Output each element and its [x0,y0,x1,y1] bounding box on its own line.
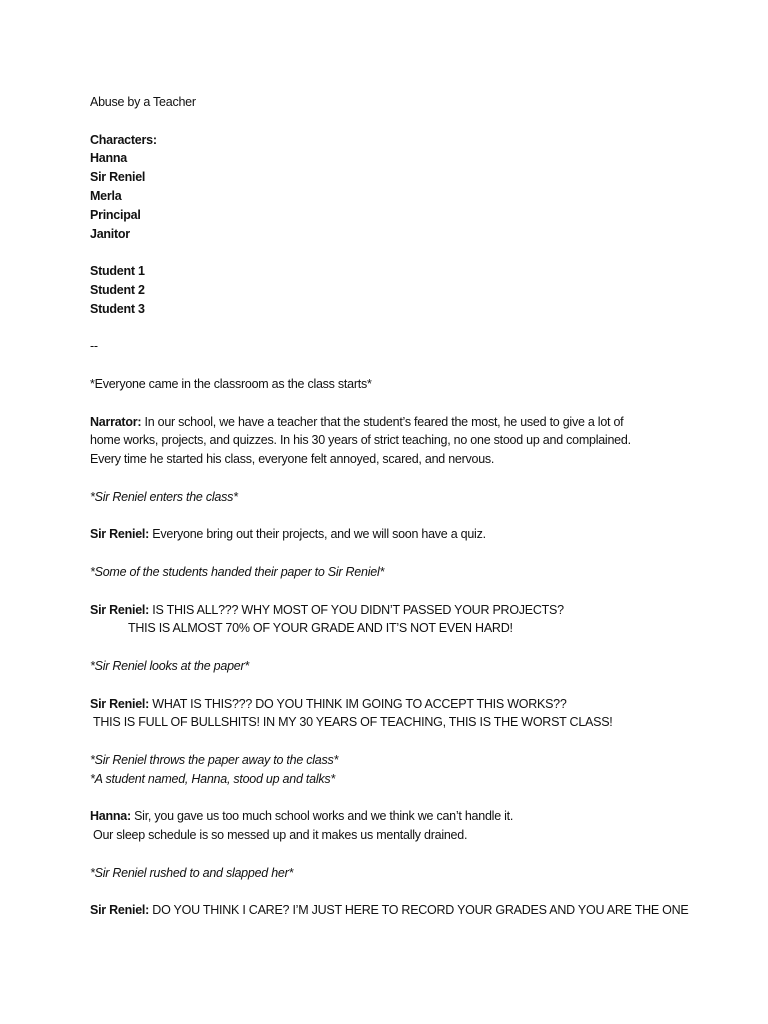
dialogue-text: Sir, you gave us too much school works and we think we can’t handle it. [130,809,514,824]
dialogue-continuation: THIS IS ALMOST 70% OF YOUR GRADE AND IT’S NOT EVEN HARD! [128,621,513,636]
spacer [90,243,730,262]
spacer [90,356,730,375]
stage-direction: *Sir Reniel looks at the paper* [90,658,250,673]
spacer [90,676,730,695]
character-item: Janitor [90,226,130,241]
spacer [90,507,730,526]
character-item: Merla [90,188,122,203]
spacer [90,788,730,807]
speaker-label: Hanna: [90,809,131,824]
spacer [90,638,730,657]
dialogue-continuation: THIS IS FULL OF BULLSHITS! IN MY 30 YEARS OF TEACHING, THIS IS THE WORST CLASS! [93,715,613,730]
stage-direction: *Everyone came in the classroom as the class starts* [90,376,372,391]
characters-heading: Characters: [90,132,157,147]
speaker-label: Narrator: [90,414,142,429]
stage-direction: *Sir Reniel throws the paper away to the class* [90,752,339,767]
spacer [90,582,730,601]
stage-direction: *Sir Reniel rushed to and slapped her* [90,865,294,880]
stage-direction: *Some of the students handed their paper to Sir Reniel* [90,564,385,579]
speaker-label: Sir Reniel: [90,696,150,711]
dialogue-line [90,807,730,826]
narrator-line: Every time he started his class, everyone felt annoyed, scared, and nervous. [90,452,495,467]
section-separator: -- [90,339,98,354]
speaker-label: Sir Reniel: [90,903,150,918]
dialogue-continuation: Our sleep schedule is so messed up and it makes us mentally drained. [93,828,468,843]
dialogue-line [90,695,730,714]
speaker-label: Sir Reniel: [90,527,150,542]
student-item: Student 1 [90,264,145,279]
dialogue-text: DO YOU THINK I CARE? I’M JUST HERE TO RECORD YOUR GRADES AND YOU ARE THE ONE [149,903,689,918]
spacer [90,319,730,338]
narrator-line: home works, projects, and quizzes. In his 30 years of strict teaching, no one stood up and complained. [90,433,631,448]
character-item: Principal [90,207,141,222]
document-title: Abuse by a Teacher [90,95,196,109]
narrator-line [90,413,730,432]
spacer [90,112,730,131]
speaker-label: Sir Reniel: [90,602,150,617]
dialogue-line [90,601,730,620]
spacer [90,544,730,563]
dialogue-line [90,525,730,544]
spacer [90,845,730,864]
stage-direction: *A student named, Hanna, stood up and talks* [90,771,335,786]
dialogue-text: IS THIS ALL??? WHY MOST OF YOU DIDN’T PASSED YOUR PROJECTS? [149,602,564,617]
student-item: Student 2 [90,282,145,297]
spacer [90,732,730,751]
student-item: Student 3 [90,301,145,316]
spacer [90,882,730,901]
document-page [90,93,730,920]
dialogue-text: WHAT IS THIS??? DO YOU THINK IM GOING TO ACCEPT THIS WORKS?? [149,696,567,711]
dialogue-line [90,901,730,920]
spacer [90,469,730,488]
dialogue-text: In our school, we have a teacher that the student’s feared the most, he used to give a lot of [141,414,624,429]
character-item: Sir Reniel [90,170,146,185]
character-item: Hanna [90,151,127,166]
stage-direction: *Sir Reniel enters the class* [90,489,238,504]
spacer [90,394,730,413]
dialogue-text: Everyone bring out their projects, and we will soon have a quiz. [149,527,486,542]
